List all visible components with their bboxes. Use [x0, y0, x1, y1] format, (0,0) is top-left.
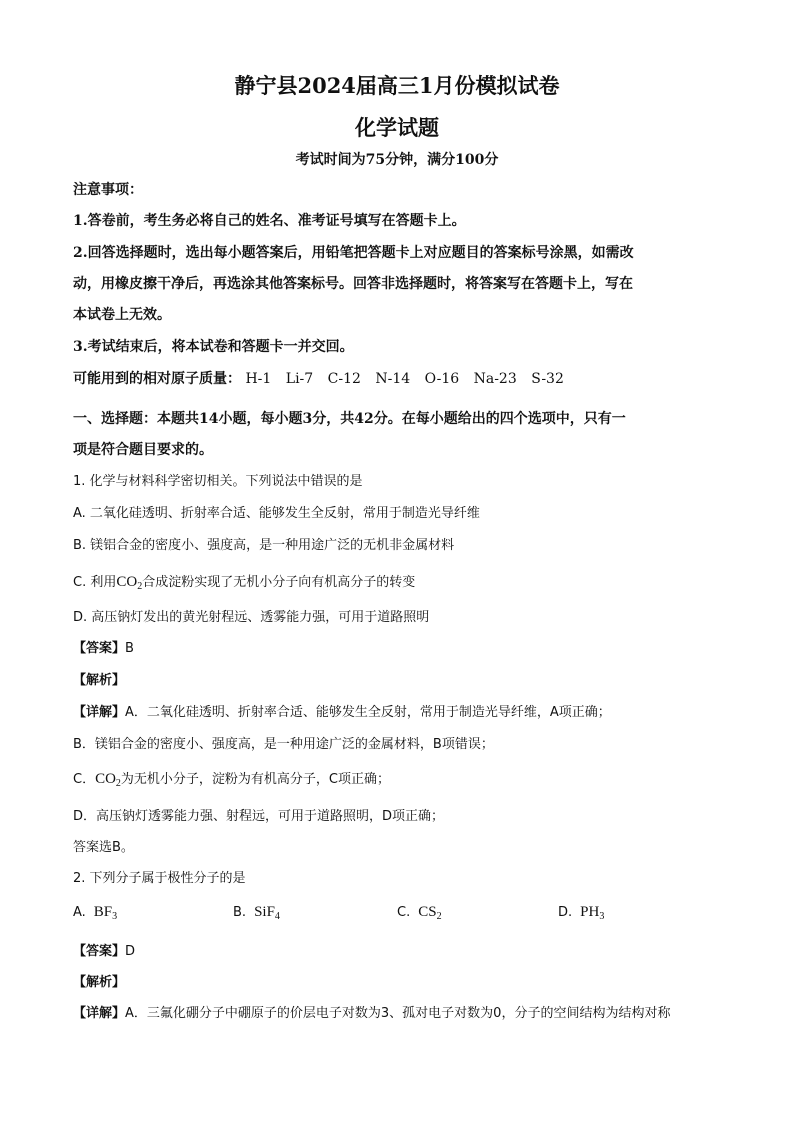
- answer-tag: 【答案】: [73, 944, 126, 959]
- q2-stem: 2. 下列分子属于极性分子的是: [73, 871, 246, 886]
- notice-item-2-line-1: 2.回答选择题时，选出每小题答案后，用铅笔把答题卡上对应题目的答案标号涂黑，如需改: [73, 245, 634, 261]
- option-formula: [94, 904, 117, 920]
- option-label: C.: [397, 905, 411, 920]
- q1-option-c: [73, 572, 415, 593]
- q1-answer: [73, 639, 134, 659]
- exam-info: 考试时间为75分钟，满分100分: [295, 152, 499, 168]
- atomic-mass-label: 可能用到的相对原子质量：: [73, 371, 241, 387]
- option-label: B.: [233, 905, 247, 920]
- formula-text: SiF: [254, 904, 275, 920]
- co2-formula: [95, 771, 121, 787]
- formula-text: CS: [418, 904, 437, 920]
- formula-text: CO: [116, 574, 138, 590]
- atomic-mass-line: [73, 369, 574, 389]
- q1-detail-b: B．镁铝合金的密度小、强度高，是一种用途广泛的金属材料，B项错误；: [73, 737, 494, 752]
- notice-item-1: 1.答卷前，考生务必将自己的姓名、准考证号填写在答题卡上。: [73, 213, 466, 229]
- option-label: D.: [558, 905, 573, 920]
- q2-option-d: [558, 904, 604, 921]
- q1-detail-a: [73, 703, 611, 723]
- q2-answer: [73, 942, 135, 962]
- section-1-heading-line-2: 项是符合题目要求的。: [73, 442, 213, 458]
- formula-subscript: 4: [274, 911, 280, 922]
- q2-option-b: [233, 904, 280, 921]
- detail-a-text: A．三氟化硼分子中硼原子的价层电子对数为3、孤对电子对数为0，分子的空间结构为结构对称: [125, 1006, 671, 1021]
- q2-option-a: [73, 904, 117, 921]
- q2-analysis-tag: 【解析】: [73, 975, 126, 990]
- formula-text: CO: [95, 771, 116, 787]
- q1-conclusion: 答案选B。: [73, 840, 134, 855]
- formula-subscript: 3: [599, 911, 605, 922]
- answer-value: B: [125, 641, 134, 656]
- notice-item-3: 3.考试结束后，将本试卷和答题卡一并交回。: [73, 339, 354, 355]
- q1-option-d: D. 高压钠灯发出的黄光射程远、透雾能力强，可用于道路照明: [73, 610, 430, 625]
- notice-item-2-line-2: 动，用橡皮擦干净后，再选涂其他答案标号。回答非选择题时，将答案写在答题卡上，写在: [73, 276, 633, 292]
- q1-detail-d: D．高压钠灯透雾能力强、射程远，可用于道路照明，D项正确；: [73, 809, 445, 824]
- atomic-mass-li: Li-7: [285, 371, 314, 387]
- atomic-mass-n: N-14: [375, 371, 411, 387]
- atomic-mass-h: H-1: [245, 371, 272, 387]
- formula-subscript: 2: [137, 581, 143, 592]
- q1-option-c-text: 合成淀粉实现了无机小分子向有机高分子的转变: [142, 575, 416, 590]
- option-formula: [254, 904, 280, 920]
- atomic-mass-o: O-16: [424, 371, 460, 387]
- exam-title: 静宁县2024届高三1月份模拟试卷: [234, 73, 560, 98]
- q1-option-c-prefix: C. 利用: [73, 575, 117, 590]
- detail-tag: 【详解】: [73, 705, 126, 720]
- section-1-heading-line-1: 一、选择题：本题共14小题，每小题3分，共42分。在每小题给出的四个选项中，只有一: [73, 411, 626, 427]
- answer-value: D: [125, 944, 136, 959]
- option-formula: [580, 904, 604, 920]
- formula-subscript: 2: [115, 778, 121, 789]
- atomic-mass-s: S-32: [531, 371, 564, 387]
- q1-analysis-tag: 【解析】: [73, 673, 126, 688]
- notice-item-2-line-3: 本试卷上无效。: [73, 307, 171, 323]
- co2-formula: [116, 574, 142, 590]
- answer-tag: 【答案】: [73, 641, 126, 656]
- formula-text: PH: [580, 904, 600, 920]
- notice-heading: 注意事项：: [73, 182, 143, 198]
- q1-stem: 1. 化学与材料科学密切相关。下列说法中错误的是: [73, 474, 363, 489]
- q2-option-c: [397, 904, 442, 921]
- subject-title: 化学试题: [355, 115, 439, 140]
- option-formula: [418, 904, 441, 920]
- atomic-mass-na: Na-23: [473, 371, 517, 387]
- detail-c-prefix: C．: [73, 772, 96, 787]
- q2-detail-a: [73, 1004, 670, 1024]
- atomic-mass-c: C-12: [327, 371, 361, 387]
- detail-tag: 【详解】: [73, 1006, 126, 1021]
- formula-subscript: 3: [112, 911, 118, 922]
- q1-option-b: B. 镁铝合金的密度小、强度高，是一种用途广泛的无机非金属材料: [73, 538, 455, 553]
- detail-c-text: 为无机小分子，淀粉为有机高分子，C项正确；: [120, 772, 390, 787]
- detail-a-text: A．二氧化硅透明、折射率合适、能够发生全反射，常用于制造光导纤维，A项正确；: [125, 705, 611, 720]
- formula-subscript: 2: [436, 911, 442, 922]
- q1-option-a: A. 二氧化硅透明、折射率合适、能够发生全反射，常用于制造光导纤维: [73, 506, 480, 521]
- option-label: A.: [73, 905, 86, 920]
- q1-detail-c: [73, 769, 390, 790]
- formula-text: BF: [93, 904, 113, 920]
